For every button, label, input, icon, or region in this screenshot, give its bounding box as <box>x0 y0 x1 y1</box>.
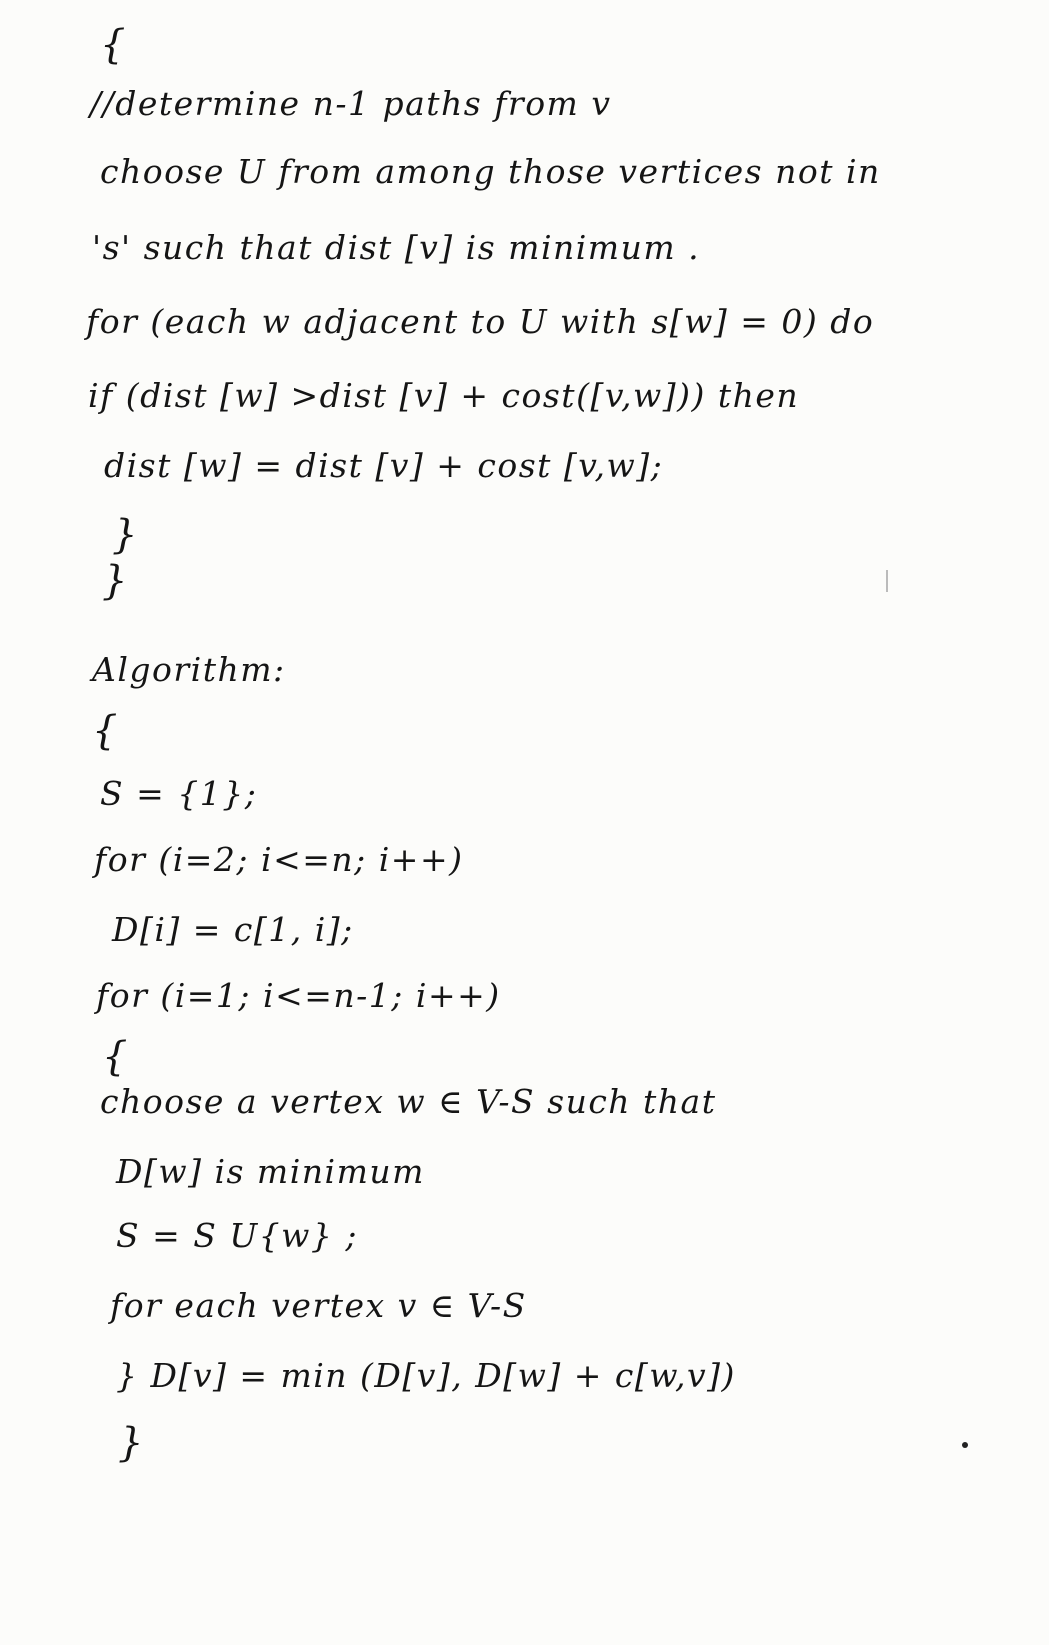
main-loop-line: for (i=1; i<=n-1; i++) <box>96 976 501 1015</box>
dist-update-line: dist [w] = dist [v] + cost [v,w]; <box>104 446 664 485</box>
final-closing-brace: } <box>118 1420 145 1466</box>
relaxation-line: } D[v] = min (D[v], D[w] + c[w,v]) <box>116 1356 736 1395</box>
comment-line: //determine n-1 paths from v <box>90 84 612 123</box>
choose-line: choose U from among those vertices not in <box>100 152 881 191</box>
algorithm-heading: Algorithm: <box>92 650 286 689</box>
such-that-line: 's' such that dist [v] is minimum . <box>92 228 701 267</box>
set-init-line: S = {1}; <box>100 774 258 813</box>
for-each-line: for (each w adjacent to U with s[w] = 0) do <box>86 302 875 341</box>
for-each-vertex-line: for each vertex v ∈ V-S <box>110 1286 527 1325</box>
minimum-line: D[w] is minimum <box>116 1152 425 1191</box>
closing-brace-inner: } <box>112 512 139 558</box>
loop-opening-brace: { <box>102 1034 129 1080</box>
set-update-line: S = S U{w} ; <box>116 1216 358 1255</box>
choose-vertex-line: choose a vertex w ∈ V-S such that <box>100 1082 717 1121</box>
opening-brace: { <box>100 22 127 68</box>
algorithm-opening-brace: { <box>92 708 119 754</box>
closing-brace-outer: } <box>102 558 129 604</box>
distance-init-line: D[i] = c[1, i]; <box>112 910 354 949</box>
init-loop-line: for (i=2; i<=n; i++) <box>94 840 464 879</box>
stray-mark <box>886 570 888 592</box>
dot-mark <box>962 1442 968 1448</box>
if-line: if (dist [w] >dist [v] + cost([v,w])) then <box>88 376 800 415</box>
